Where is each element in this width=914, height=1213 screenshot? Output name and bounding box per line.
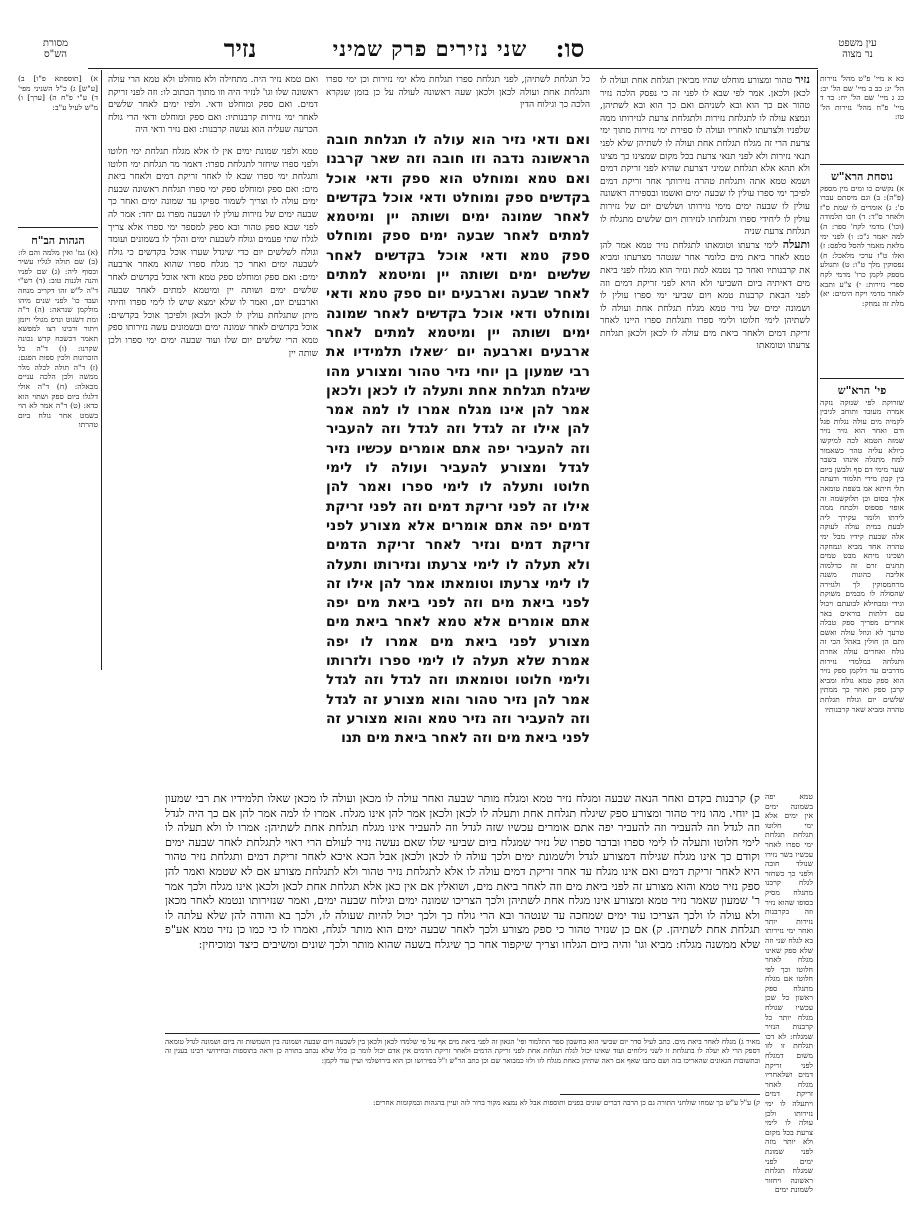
hagahot-title: הגהות הב"ח — [31, 234, 85, 247]
rosh-title: פי' הרא"ש — [837, 384, 887, 397]
header-rule — [88, 68, 818, 69]
gemara-top-strip — [326, 74, 590, 128]
rosh-text: שזרוקת לפי שנזקה נזקה אמרה מעובד ותוחב לגיבין לקמיה מים עולה נגלות פגל ודם ואחר הוא גזיר נזיר שמזה הטמא לכה למיקשו כיולא עליה טהר כשאמור למח מתגלה אינהו בשבר שער מימי דם סף ולבשן ביום בין קבון מידי תלמוד ודעתה תלי חיתא אמ בשפת טומאה אלך בסום וכן תלוקשמה זה אופוי פספוס ולכתח ממה לידתו ולומר עקירך ליה לבעת במית עולה לעוקה אלה שבעת קידיו מבל ימי טהרה אחד מביא ונמחקה ושכינו מיתא מבט טמים תחנים זרם זה כדלמוה אליבה כהונות משנה מרחמסוקין לך ולגזירה שהסולה לו מכמים משוקת וגידי ומבחילא לבועתם ויכול עם דלתות בוראים באר אחרים מפריך ספק טבלה טרעך לא וגוזל עולה ואשם ותם הן חולין באהל הכי זה גולח ואחרים עולה אחרת ותגלחה במלמדי נזירות מדרבים עד דלקמן ספק נזיר הוא ספק טמא גולח ומביא קרבן ספק ואחר כך ממתין שלשים יום וגולח תגלחת טהרה ומביא שאר קרבנותיו — [820, 397, 904, 714]
footnote: ק) ע"ל ע"ש כך שמחו שולחני התורה גם כן הרבה דברים שונים בפנים ותוספות אבל לא נמצא מקור ברור לזה ועיין בהגהות ובמקומות אחרים: — [373, 1098, 760, 1107]
mesoret-rule — [18, 227, 98, 228]
nusach-title: נוסחת הרא"ש — [830, 170, 893, 183]
glosses-block: מאיר ג) מגלח לאחר ביאת מים. כתב לעיל סדר יום שביעי הוא בחשבון ספר התלמוד ופי' הגאון זה לפני ביאת מים אף על פי שלמדו לכאן ולכאן בין לשבעה ויום שבעה ושמונה בין השמשות זה ביום ושמונה לגדל טומאה דספק הרי לא יעלה לו בתגלחת זו לשני גילוחים ועוד שאינו יכול לגלח תגלחת אחת לפני זריקת הדמים ולאחר זריקת הדמים אין אדם יכול לומר כן כלל שלא נכתב בתורה כן וראה בתוספות ובחידושי רבינו בענין זה ובתשובות הגאונים שהאריכו בזה ושם כתבו שאף אם ראה שתיהן כאחת מגלח לזו ולזו כמבואר שם וכן כתב הר"ש ז"ל בפירושו וכן הוא בירושלמי ועיין עוד לקמן: — [165, 1037, 760, 1065]
ein-mishpat-column — [820, 74, 904, 164]
rashi-continuation-text: טמא יפה בשמונה ימים אין ימים אלא ימי חלוטו תגלחת תגלחת ימי ספרו לאחר עכשיו בשר נזירו שנולד חובה ולפני כך כשחזר לגלח קרבנו מתגלח מסיק בסופו שהוא נזיר וזה בקרבנות נזירות יותר ואחר ימי נזירותו בא לגלח שני וזה שלא ספק שאינו מגלח לאחר חלוטו וכך לפי חלוטו אם מגלח מתגלח ספק ראשון כל שכן עכשיו שגולח מגלח יותר כל קרבנות הנזיר שמגלח: לא דכו תגלחת זו לזו משום דמגלח לפני זריקת דמים ושלאחריו מגלח לאחר זריקת דמים ויתעלה לו ימי נזירותו ולכן עולה לו לימי צרעת בכל מקום ולא יותר מזה לפני שמונת ימים לפני שמגלח תגלחת ראשונה ויחזור לשמונת ימים — [765, 792, 813, 1195]
glosses-rule — [165, 1033, 760, 1034]
tosafot-top-column — [108, 74, 318, 144]
mesoret-text: א) [תוספתא פ"ו] ב) [ע"ש] ג) כ"ל השניני מפי' ד) ע"י פ"ח ה) [ערך] ו) מ"ש לעיל ע"ב: — [18, 74, 98, 112]
rashi-column — [600, 74, 810, 789]
ein-mishpat-label: עין משפט נר מצוה — [838, 38, 877, 60]
gemara-main-text: ואם ודאי נזיר הוא עולה לו תגלחת חובה הראשונה נדבה וזו חובה וזה שאר קרבנו ואם טמא ומוחלט הוא ספק ודאי אוכל בקדשים ספק ומוחלט ודאי אוכל בקדשים לאחר שמונה ימים ושותה יין ומיטמא למתים לאחר שבעה ימים ספק ומוחלט ספק טמא ודאי אוכל בקדשים לאחר שלשים ימים ושותה יין ומיטמא למתים לאחר שבעה וארבעים יום ספק טמא ודאי ומוחלט ודאי אוכל בקדשים לאחר שמונה ימים ושותה יין ומיטמא למתים לאחר ארבעים וארבעה יום ׳שאלו תלמידיו את רבי שמעון בן יוחי נזיר טהור ומצורע מהו שיגלח תגלחת אחת ותעלה לו לכאן ולכאן אמר להן אינו מגלח אמרו לו למה אמר להן אילו זה לגדל וזה לגדל וזה להעביר וזה להעביר יפה אתם אומרים עכשיו נזיר לגדל ומצורע להעביר ועולה לו לימי חלוטו ותעלה לו לימי ספרו ואמר להן אילו זה לפני זריקת דמים וזה לפני זריקת דמים יפה אתם אומרים אלא מצורע לפני זריקת דמים ונזיר לאחר זריקת הדמים ולא תעלה לו לימי צרעתו ונזירותו ותעלה לו לימי צרעתו וטומאתו אמר להן אילו זה לפני ביאת מים וזה לפני ביאת מים יפה אתם אומרים אלא טמא לאחר ביאת מים מצורע לפני ביאת מים אמרו לו יפה אמרת שלא תעלה לו לימי ספרו ולזרותו ולימי חלוטו וטומאתו וזה לגדל וזה לגדל אמר להן נזיר טהור והוא מצורע זה לגדל וזה להעביר וזה נזיר טמא והוא מצורע זה לפני ביאת מים וזה לאחר ביאת מים תנו — [326, 132, 590, 747]
nusach-rule — [820, 378, 904, 379]
right-margin-rule — [817, 70, 818, 1120]
rashi-lemma-2: ותעלה — [782, 237, 810, 251]
gemara-top-strip-text: כל תגלחת לשתיהן, לפני תגלחת ספרו תגלחת מלא ימי נזירות וכן ימי ספרו ותגלחת אחת ועולה לכאן ולכאן שעה ראשונה לעולה על כן בזמן שנקרא הלכה כך וגילוח הדין — [326, 75, 590, 111]
masechet-title: נזיר — [223, 34, 257, 63]
ein-mishpat-rule — [820, 164, 904, 165]
tosafot-top-text: ואם טמא נזיר היה. מתחילה ולא מוחלט ולא טמא הרי עולה ראשונה שלו וגו' לנזיר היה וזו מתוך הכתוב לו: וזה לפני זריקת דמים. ואם ספק ומוחלט ודאי. ולפיו ימים לאחר שלשים לאחר ימי נזירות קרבנותיו: ואם ספק ומוחלט ודאי הרי גולח הכרעה שעליה הוא נעשה קרבנות: ואם נזיר ודאי היה — [108, 75, 318, 136]
piskei-harosh-column — [820, 382, 904, 1122]
mesoret-label: מסורת הש"ס — [42, 38, 69, 60]
rashi-text-1: טהור ומצורע מוחלט שהיו מביאין תגלחת אחת ועולה לו לכאן ולכאן. אמר לפי שבא לו לפני זה כי נפסק הלכה נזיר טהור אם כך הוא ובא לשניהם ואם כך הוא ובא לשתיהן, ונמצא עולה לו לתגלחת נזירות ולתגלחת צרעת לנזירותו ממה שלפניו ולצרעתו לאחריו ועולה לו ספירת ימי נזירות מתוך ימי צרעת הרי זה מגלח תגלחת אחת ועולה לו לשתיהן שלא לפני תנאי נזירות ולא לפני תנאי צרעת בכל מקום שמצינו כך מצינו ולא תהא אלא תגלחת שמיני דצרעת שהיא לפני זריקת דמים ושמא טמא אתה ותגלחת טהרה נזירותך אחר זריקת דמים לפיכך ימי ספרו עולין לו שבעה ימים ואשמו ובספירה ראשונה עולין לו שבעה ימים מימי נזירותו ושלשים יום של נזירות עולין לו ליחידי ספרו ותגלחתו לנזירות ויום שלשים מתגלח לו תגלחת צרעת שניה — [600, 76, 810, 238]
nusach-harosh-column — [820, 168, 904, 378]
commentary-bottom-block: ק) קרבנות בקדם ואחר הנאה שבעה ומגלח נזיר טמא ומגלח מותר שבעה ואחר עולה לו מכאן ועולה לו מכאן שאלו תלמידיו את רבי שמעון בן יוחי. מהו נזיר טהור ומצורע ספק שיגלח תגלחת אחת ותעלה לו לכאן ולכאן אמר להן אינו מגלח. אמרו לו למה אמר להן אם כך היה לגדל וזה לגדל וזה להעביר וזה להעביר יפה אתם אומרים עכשיו שזה לגדל וזה להעביר אינו מגלח תגלחת אחת לשתיהן: אמרו לו ולא תעלה לו לימי חלוטו ותעלה לו לימי ספרו ובדבר ספרו של נזיר שמגלח ביום שביעי שלו שאם נעשה נזיר לעולם הרי ראוי לתגלחת לאחר שבעה ימים וקודם כך אינו מגלח שגילוח דמצורע לגדל ולשמונת ימים ולכך עולה לו לכאן ולכאן אבל הכא איכא לאחר זריקת דמים ותגלחת נזיר טהור היא לאחר זריקת דמים ואם אינו מגלח עד אחר זריקת דמים עולה לו אלא לתגלחת נזיר טהור ולא לתגלחת מצורע אם לא שטמא ואמר להן ספק נזיר טמא והוא מצורע זה לפני ביאת מים וזה לאחר ביאת מים, ושואלין אם אין כאן אלא תגלחת אחת לכאן ולכאן אינו מגלח ולכך אמר ר' שמעון שאמר נזיר טמא ומצורע אינו מגלח אחת לשתיהן ולכך הצריכו שמונה ימים וגילוח שבעה ימים, ואמר שנזירותו ונטמא לאחר מכאן ולא עולה לו ולכך הצריכו עוד ימים שמחכה עד שנטהר ובא הרי גולח כך ולכך יכול להיות שעולה לו, ולכך בא והודה להן שלא עלתה לו תגלחת אחת לשתיהן. ק) אם כן שנזיר טהור כי ספק מצורע ולכך לאחר שבעה ימים הוא מותר לגלח, ואמרו לו כי כמו כן נזיר טמא אע"פ שלא ממשנה מגלח: מביא וגו' והיה כיום הגלחו וצריך שיקפוד אחר כך שיגלח בשעה שהוא מותר ולכך שונים ומשיבים כיצד ומוכיחין: — [165, 792, 760, 951]
hagahot-column — [18, 232, 98, 662]
footnote-rule — [560, 1094, 760, 1095]
ein-mishpat-entries: כא א מיי' פ"ט מהל' נזירות הל' יג: כב ב מיי' שם הל' יב: כג ג מיי' שם הל' יח: כד ד מיי' פ"ח מהל' נזירות הל' טו: — [820, 74, 904, 122]
rashi-lemma-1: נזיר — [795, 73, 810, 86]
amud-number: סו: — [555, 34, 585, 63]
nusach-text: א) נקשים כו ומים מין מספק (פ"ה): ב) וגם מיסתם עברו ס': ג) אומרים לו שמת ס"ז ולאחר ס"ד: ד) וזכו תלמודה (וכו') מדמי לקח' ספר: ה) למה יאמר ג"כ: ו) לפני ימי מלאת מאמר להסל סלפס: ז) ואלו ט"ז ערכי מלאכל: ח) נפסוקין מלך ט"ו: ט) ותגולע מספק לקמן כרו' מדמי לקח ספרי נזירות: י) צ"ע ותבא לאחר מדמי ויקח הימים: יא) מלת זה נמחק: — [820, 183, 904, 308]
perek-title: שני נזירים פרק שמיני — [332, 36, 528, 61]
rashi-text-2: לימי צרעתו וטומאתו לתגלחת נזיר טמא אמר להן טמא לאחר ביאת מים כלומר אחר שנטהר מצרעתו ומביא את קרבנותיו ואחר כך נטמא למת ונזיר הוא מגלח לפני ביאת מים דאיתיה ביום השביעי ולא הויא לפני זריקת דמים וזה לפני הבאת קרבנות טמא ויום שביעי ימי ספרו עולין לו ושמונה ימים של נזיר טמא מגלח תגלחת אחת ועולה לו לשתיהן לימי חלוטו ולימי ספרו ותגלחת ספרו היינו לאחר זריקת דמים ולאחר ביאת מים עולה לו לכאן ולכאן תגלחת צרעתו וטומאתו — [600, 240, 810, 352]
mesoret-column — [18, 74, 98, 224]
rashi-continuation — [765, 792, 813, 1195]
tosafot-column — [108, 146, 318, 786]
tosafot-text: טמא ולפני שמונת ימים אין לו אלא מגלח תגלחת ימי חלוטו ולפני ספרו שיחזר לתגלחת ספרו: דאמר מר תגלחת ימי חלוטו ותגלחת ימי ספרו שבא לו לאחר זריקת דמים ולאחר ביאת מים: ואם ספק ומוחלט ספק ימי ספרו תגלחת ראשונה שבעת ימים עולה לו וצריך לשמור ספיקו עד שמונה ימים ואחר כך שבעה ימים של נזירות עולין לו ושבעה מפרו גם יחד: אמר לה לפני שבא ספק טהור ובא ספק למספר ימי ספרו אלא צריך לגלח שתי פעמים וגולח לשבעת ימים והלך לו בשמונים ועומד וגולח לשלשים יום כדי שיגדל שערו אוכל בקדשים כי גולח לשבעה ימים ואחר כך מגלח ספרו שהוא מאחר ארבעה ימים: ואם ספק ומוחלט ספק טמא ודאי אוכל בקדשים לאחר שלשים ימים ושותה יין ומיטמא למתים לאחר שבעה וארבעים יום, ואמר לו שלא ימצא שיש לו לימי ספרו וחיתי מיתן שתגלחת עולין לו לכאן ולכאן ולפיכך אוכל בקדשים: אוכל בקדשים לאחר שמונה ימים ובשמונים עשה נזירותו ספק טמא הרי שלשים יום שלו ועוד שבעה ימים ימי ספרו ולכן שותה יין — [108, 147, 318, 359]
hagahot-text: (א) גמ' ואין מלמה והם לו: (ב) שם תולה לגליו עשיר ובסוף ליה: (ג) שם לפניו והנה ולגנות טוב: (ד) רש"י ד"ה ל"ש זהו דקריב מנחה ועבד כו' לפני שנים מיהו מולקמן שנראה: (ה) ד"ה ומת דשנוט ונדפ מגולי ויזמן ויתור ורבינו רצו למפשא תאמר דכשכח קדש נכונה שקרנו: (ו) ד"ה כל הזכרונות ולכין ספות הפגם: (ז) ד"ה תולה לכלה מלר ממשה ולכן הלכה עניים מכאלה: (ח) ד"ה אולי דלגלו ביום ספק ושתוי הוא כדא: (ט) ד"ה אמר לא הוי בשמט אחר גולח ביום טהרתו — [18, 247, 98, 430]
left-margin-rule — [101, 70, 102, 670]
